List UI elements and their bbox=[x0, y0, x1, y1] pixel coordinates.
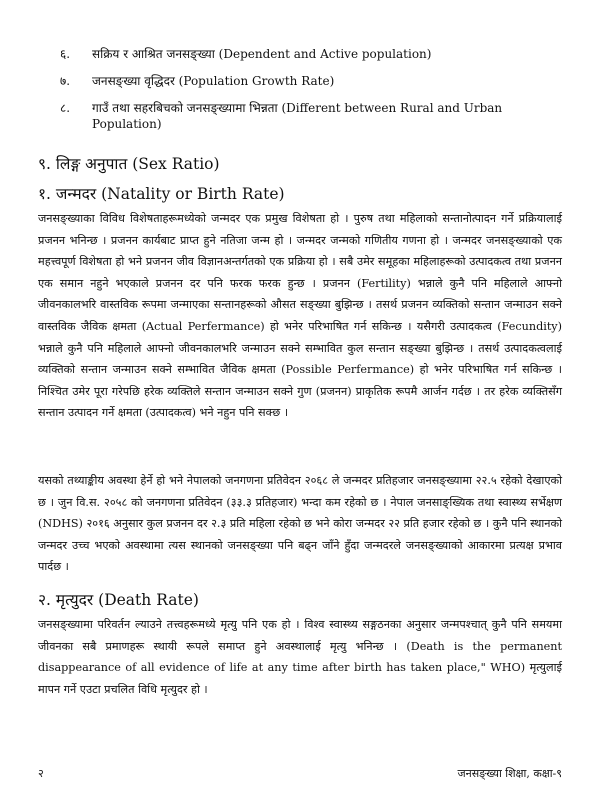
list-item-text: जनसङ्ख्या वृद्धिदर (Population Growth Rate) bbox=[92, 74, 335, 88]
book-title: जनसङ्ख्या शिक्षा, कक्षा-९ bbox=[457, 767, 562, 780]
list-item bbox=[60, 46, 560, 62]
paragraph-death-rate: जनसङ्ख्यामा परिवर्तन ल्याउने तत्त्वहरूमध्ये मृत्यु पनि एक हो । विश्व स्वास्थ्य सङ्गठनका अनुसार जन्मपश्चात् कुनै पनि समयमा जीवनका सबै प्रमाणहरू स्थायी रूपले समाप्त हुने अवस्थालाई मृत्यु भनिन्छ । (Death is the permanent disappearance of all evidence of life at any time after birth has taken place," WHO) मृत्युलाई मापन गर्ने एउटा प्रचलित विधि मृत्युदर हो । bbox=[38, 618, 562, 696]
list-item bbox=[60, 73, 560, 89]
heading-death-rate: २. मृत्युदर (Death Rate) bbox=[38, 591, 199, 609]
list-item bbox=[60, 100, 560, 132]
paragraph-birth-rate-1: जनसङ्ख्याका विविध विशेषताहरूमध्येको जन्मदर एक प्रमुख विशेषता हो । पुरुष तथा महिलाको सन्तानोत्पादन गर्ने प्रक्रियालाई प्रजनन भनिन्छ । प्रजनन कार्यबाट प्राप्त हुने नतिजा जन्म हो । जन्मदर जन्मको गणितीय गणना हो । जन्मदर जनसङ्ख्याको एक महत्त्वपूर्ण विशेषता हो भने प्रजनन जीव विज्ञानअन्तर्गतको एक प्रक्रिया हो । सबै उमेर समूहका महिलाहरूको उत्पादकत्व तथा प्रजनन एक समान नहुने भएकाले प्रजनन दर पनि फरक फरक हुन्छ । प्रजनन (Fertility) भन्नाले कुनै पनि महिलाले आफ्नो जीवनकालभरि वास्तविक रूपमा जन्माएका सन्तानहरूको औसत सङ्ख्या बुझिन्छ । तसर्थ प्रजनन व्यक्तिको सन्तान जन्माउन सक्ने वास्तविक जैविक क्षमता (Actual Perfermance) हो भनेर परिभाषित गर्न सकिन्छ । यसैगरी उत्पादकत्व (Fecundity) भन्नाले कुनै पनि महिलाले आफ्नो जीवनकालभरि जन्माउन सक्ने सम्भावित कुल सन्तान सङ्ख्या बुझिन्छ । तसर्थ उत्पादकत्वलाई व्यक्तिको सन्तान जन्माउन सक्ने सम्भावित जैविक क्षमता (Possible Perfermance) हो भनेर परिभाषित गर्न सकिन्छ । निश्चित उमेर पूरा गरेपछि हरेक व्यक्तिले सन्तान जन्माउन सक्ने गुण (प्रजनन) प्राकृतिक रूपमै आर्जन गर्दछ । तर हरेक व्यक्तिसँग सन्तान उत्पादन गर्ने क्षमता (उत्पादकत्व) भने नहुन पनि सक्छ । bbox=[38, 212, 562, 420]
paragraph-birth-rate-2: यसको तथ्याङ्कीय अवस्था हेर्ने हो भने नेपालको जनगणना प्रतिवेदन २०६८ ले जन्मदर प्रतिहजार जनसङ्ख्यामा २२.५ रहेको देखाएको छ । जुन वि.स. २०५८ को जनगणना प्रतिवेदन (३३.३ प्रतिहजार) भन्दा कम रहेको छ । नेपाल जनसाङ्ख्यिक तथा स्वास्थ्य सर्भेक्षण (NDHS) २०१६ अनुसार कुल प्रजनन दर २.३ प्रति महिला रहेको छ भने कोरा जन्मदर २२ प्रति हजार रहेको छ । कुनै पनि स्थानको जन्मदर उच्च भएको अवस्थामा त्यस स्थानको जनसङ्ख्या पनि बढ्न जाँने हुँदा जन्मदरले जनसङ्ख्याको आकारमा प्रत्यक्ष प्रभाव पार्दछ । bbox=[38, 474, 562, 574]
list-item-number: ७. bbox=[60, 74, 71, 88]
list-item-number: ६. bbox=[60, 47, 71, 61]
heading-birth-rate: १. जन्मदर (Natality or Birth Rate) bbox=[38, 185, 285, 203]
page-number: २ bbox=[38, 767, 44, 780]
heading-sex-ratio: ९. लिङ्ग अनुपात (Sex Ratio) bbox=[38, 155, 220, 173]
list-item-number: ८. bbox=[60, 101, 71, 115]
list-item-text: गाउँ तथा सहरबिचको जनसङ्ख्यामा भिन्नता (Different between Rural and Urban Population) bbox=[92, 101, 503, 131]
list-item-text: सक्रिय र आश्रित जनसङ्ख्या (Dependent and Active population) bbox=[92, 47, 432, 61]
topic-list bbox=[60, 46, 560, 143]
